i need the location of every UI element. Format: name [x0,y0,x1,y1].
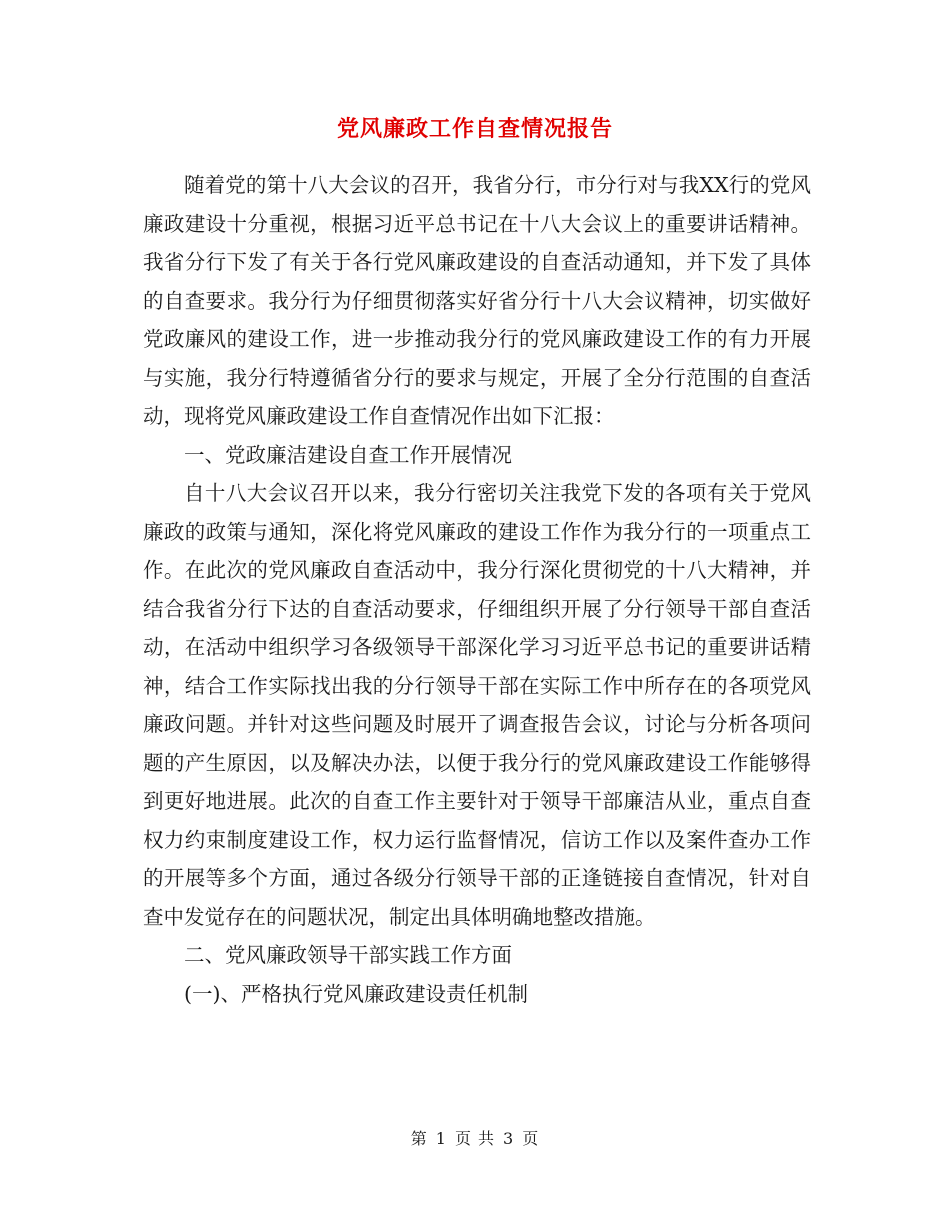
subsection-heading-1: (一)、严格执行党风廉政建设责任机制 [184,981,528,1006]
page-number-footer [0,1126,950,1149]
document-title: 党风廉政工作自查情况报告 [336,116,613,142]
section-1-paragraph: 自十八大会议召开以来，我分行密切关注我党下发的各项有关于党风廉政的政策与通知，深化将党风廉政的建设工作作为我分行的一项重点工作。在此次的党风廉政自查活动中，我分行深化贯彻党的十八大精神，并结合我省分行下达的自查活动要求，仔细组织开展了分行领导干部自查活动，在活动中组织学习各级领导干部深化学习习近平总书记的重要讲话精神，结合工作实际找出我的分行领导干部在实际工作中所存在的各项党风廉政问题。并针对这些问题及时展开了调查报告会议，讨论与分析各项问题的产生原因，以及解决办法，以便于我分行的党风廉政建设工作能够得到更好地进展。此次的自查工作主要针对于领导干部廉洁从业，重点自查权力约束制度建设工作，权力运行监督情况，信访工作以及案件查办工作的开展等多个方面，通过各级分行领导干部的正逢链接自查情况，针对自查中发觉存在的问题状况，制定出具体明确地整改措施。 [143,481,811,929]
section-heading-2: 二、党风廉政领导干部实践工作方面 [184,943,512,967]
footer-current-page: 1 [435,1129,447,1148]
footer-prefix: 第 [410,1129,428,1148]
section-heading-1: 一、党政廉洁建设自查工作开展情况 [184,442,512,467]
document-body [143,166,811,1013]
footer-total-pages: 3 [503,1129,515,1148]
intro-paragraph: 随着党的第十八大会议的召开，我省分行，市分行对与我XX行的党风廉政建设十分重视，根据习近平总书记在十八大会议上的重要讲话精神。我省分行下发了有关于各行党风廉政建设的自查活动通知，并下发了具体的自查要求。我分行为仔细贯彻落实好省分行十八大会议精神，切实做好党政廉风的建设工作，进一步推动我分行的党风廉政建设工作的有力开展与实施，我分行特遵循省分行的要求与规定，开展了全分行范围的自查活动，现将党风廉政建设工作自查情况作出如下汇报： [143,173,811,428]
footer-suffix: 页 [522,1129,540,1148]
footer-middle: 页 共 [454,1129,496,1148]
